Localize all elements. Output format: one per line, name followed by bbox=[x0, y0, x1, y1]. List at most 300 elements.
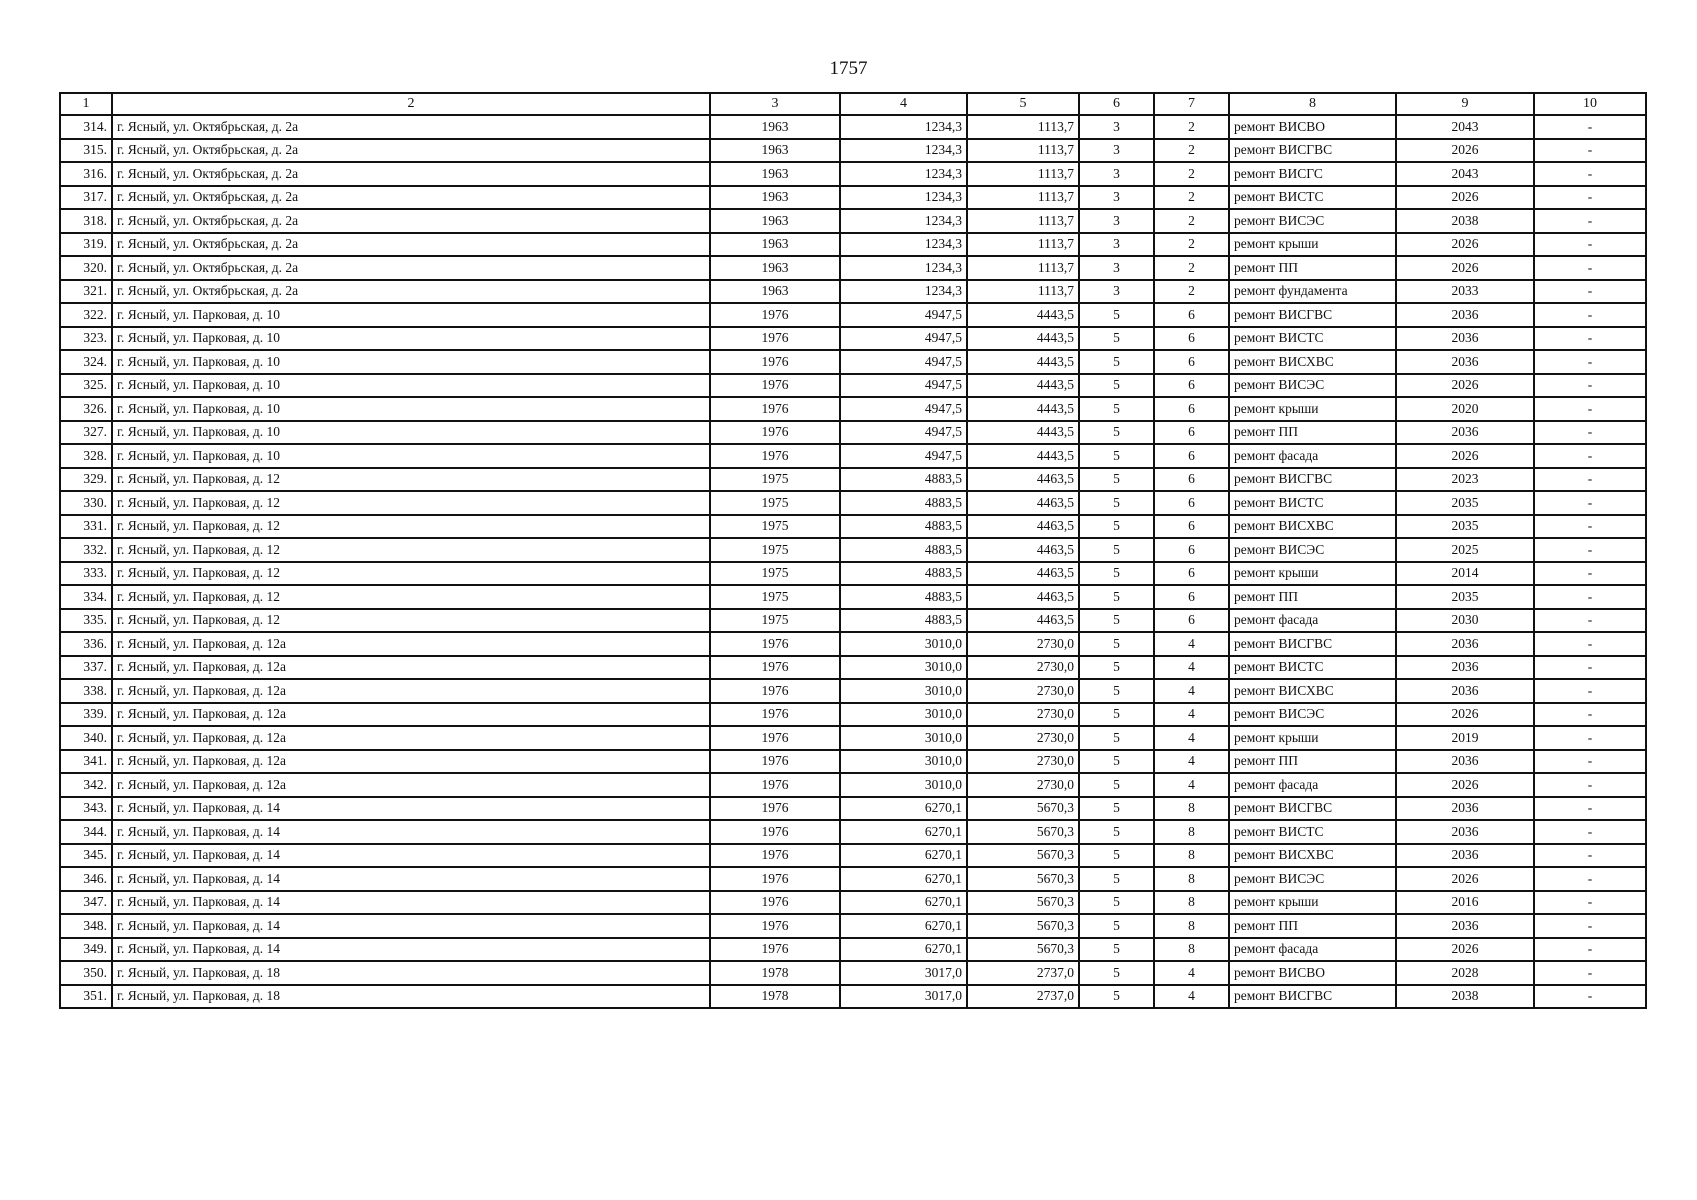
floors-cell: 5 bbox=[1079, 867, 1154, 891]
row-number-cell: 334. bbox=[60, 585, 112, 609]
total-area-cell: 1234,3 bbox=[840, 233, 967, 257]
floors-cell: 5 bbox=[1079, 327, 1154, 351]
header-row bbox=[60, 93, 1646, 115]
row-number-cell: 338. bbox=[60, 679, 112, 703]
planned-year-cell: 2038 bbox=[1396, 209, 1534, 233]
table-row bbox=[60, 374, 1646, 398]
row-number-cell: 339. bbox=[60, 703, 112, 727]
living-area-cell: 2730,0 bbox=[967, 679, 1079, 703]
entrances-cell: 2 bbox=[1154, 115, 1229, 139]
living-area-cell: 4443,5 bbox=[967, 350, 1079, 374]
construction-year-cell: 1976 bbox=[710, 327, 840, 351]
note-cell: - bbox=[1534, 209, 1646, 233]
work-type-cell: ремонт ПП bbox=[1229, 585, 1396, 609]
planned-year-cell: 2026 bbox=[1396, 186, 1534, 210]
entrances-cell: 8 bbox=[1154, 797, 1229, 821]
work-type-cell: ремонт ВИСГВС bbox=[1229, 303, 1396, 327]
note-cell: - bbox=[1534, 186, 1646, 210]
living-area-cell: 4443,5 bbox=[967, 327, 1079, 351]
living-area-cell: 4463,5 bbox=[967, 538, 1079, 562]
table-row bbox=[60, 139, 1646, 163]
work-type-cell: ремонт крыши bbox=[1229, 233, 1396, 257]
row-number-cell: 330. bbox=[60, 491, 112, 515]
total-area-cell: 1234,3 bbox=[840, 115, 967, 139]
row-number-cell: 322. bbox=[60, 303, 112, 327]
construction-year-cell: 1978 bbox=[710, 985, 840, 1009]
note-cell: - bbox=[1534, 726, 1646, 750]
floors-cell: 5 bbox=[1079, 750, 1154, 774]
row-number-cell: 329. bbox=[60, 468, 112, 492]
planned-year-cell: 2036 bbox=[1396, 797, 1534, 821]
total-area-cell: 3010,0 bbox=[840, 656, 967, 680]
work-type-cell: ремонт фасада bbox=[1229, 938, 1396, 962]
address-cell: г. Ясный, ул. Парковая, д. 12а bbox=[112, 703, 710, 727]
row-number-cell: 350. bbox=[60, 961, 112, 985]
construction-year-cell: 1976 bbox=[710, 773, 840, 797]
row-number-cell: 328. bbox=[60, 444, 112, 468]
construction-year-cell: 1963 bbox=[710, 209, 840, 233]
construction-year-cell: 1976 bbox=[710, 820, 840, 844]
construction-year-cell: 1976 bbox=[710, 374, 840, 398]
entrances-cell: 6 bbox=[1154, 421, 1229, 445]
table-row bbox=[60, 209, 1646, 233]
floors-cell: 5 bbox=[1079, 491, 1154, 515]
row-number-cell: 327. bbox=[60, 421, 112, 445]
entrances-cell: 4 bbox=[1154, 679, 1229, 703]
address-cell: г. Ясный, ул. Парковая, д. 12а bbox=[112, 679, 710, 703]
living-area-cell: 1113,7 bbox=[967, 280, 1079, 304]
construction-year-cell: 1975 bbox=[710, 468, 840, 492]
row-number-cell: 351. bbox=[60, 985, 112, 1009]
total-area-cell: 4947,5 bbox=[840, 444, 967, 468]
total-area-cell: 3010,0 bbox=[840, 679, 967, 703]
note-cell: - bbox=[1534, 515, 1646, 539]
note-cell: - bbox=[1534, 397, 1646, 421]
planned-year-cell: 2033 bbox=[1396, 280, 1534, 304]
work-type-cell: ремонт крыши bbox=[1229, 726, 1396, 750]
note-cell: - bbox=[1534, 797, 1646, 821]
work-type-cell: ремонт ВИСХВС bbox=[1229, 515, 1396, 539]
planned-year-cell: 2026 bbox=[1396, 938, 1534, 962]
entrances-cell: 2 bbox=[1154, 139, 1229, 163]
floors-cell: 5 bbox=[1079, 891, 1154, 915]
floors-cell: 3 bbox=[1079, 233, 1154, 257]
entrances-cell: 8 bbox=[1154, 914, 1229, 938]
floors-cell: 5 bbox=[1079, 303, 1154, 327]
floors-cell: 5 bbox=[1079, 679, 1154, 703]
construction-year-cell: 1978 bbox=[710, 961, 840, 985]
floors-cell: 3 bbox=[1079, 280, 1154, 304]
living-area-cell: 1113,7 bbox=[967, 256, 1079, 280]
living-area-cell: 2730,0 bbox=[967, 632, 1079, 656]
total-area-cell: 4947,5 bbox=[840, 421, 967, 445]
floors-cell: 5 bbox=[1079, 538, 1154, 562]
floors-cell: 3 bbox=[1079, 256, 1154, 280]
table-row bbox=[60, 491, 1646, 515]
planned-year-cell: 2026 bbox=[1396, 139, 1534, 163]
construction-year-cell: 1976 bbox=[710, 679, 840, 703]
work-type-cell: ремонт фасада bbox=[1229, 609, 1396, 633]
work-type-cell: ремонт фасада bbox=[1229, 444, 1396, 468]
column-header-2: 2 bbox=[112, 93, 710, 115]
entrances-cell: 4 bbox=[1154, 773, 1229, 797]
planned-year-cell: 2023 bbox=[1396, 468, 1534, 492]
address-cell: г. Ясный, ул. Парковая, д. 10 bbox=[112, 444, 710, 468]
entrances-cell: 4 bbox=[1154, 726, 1229, 750]
floors-cell: 3 bbox=[1079, 162, 1154, 186]
construction-year-cell: 1976 bbox=[710, 656, 840, 680]
construction-year-cell: 1976 bbox=[710, 938, 840, 962]
construction-year-cell: 1976 bbox=[710, 703, 840, 727]
total-area-cell: 1234,3 bbox=[840, 139, 967, 163]
table-row bbox=[60, 468, 1646, 492]
living-area-cell: 2730,0 bbox=[967, 773, 1079, 797]
address-cell: г. Ясный, ул. Парковая, д. 12 bbox=[112, 562, 710, 586]
total-area-cell: 4947,5 bbox=[840, 374, 967, 398]
note-cell: - bbox=[1534, 656, 1646, 680]
total-area-cell: 1234,3 bbox=[840, 256, 967, 280]
living-area-cell: 4463,5 bbox=[967, 609, 1079, 633]
floors-cell: 3 bbox=[1079, 115, 1154, 139]
entrances-cell: 4 bbox=[1154, 961, 1229, 985]
row-number-cell: 340. bbox=[60, 726, 112, 750]
table-row bbox=[60, 233, 1646, 257]
living-area-cell: 4443,5 bbox=[967, 444, 1079, 468]
entrances-cell: 6 bbox=[1154, 562, 1229, 586]
work-type-cell: ремонт фундамента bbox=[1229, 280, 1396, 304]
address-cell: г. Ясный, ул. Парковая, д. 10 bbox=[112, 374, 710, 398]
planned-year-cell: 2043 bbox=[1396, 162, 1534, 186]
note-cell: - bbox=[1534, 327, 1646, 351]
note-cell: - bbox=[1534, 891, 1646, 915]
table-row bbox=[60, 186, 1646, 210]
note-cell: - bbox=[1534, 350, 1646, 374]
construction-year-cell: 1976 bbox=[710, 914, 840, 938]
construction-year-cell: 1963 bbox=[710, 280, 840, 304]
table-row bbox=[60, 820, 1646, 844]
address-cell: г. Ясный, ул. Парковая, д. 12 bbox=[112, 468, 710, 492]
row-number-cell: 331. bbox=[60, 515, 112, 539]
total-area-cell: 3010,0 bbox=[840, 632, 967, 656]
living-area-cell: 4463,5 bbox=[967, 585, 1079, 609]
planned-year-cell: 2028 bbox=[1396, 961, 1534, 985]
total-area-cell: 6270,1 bbox=[840, 820, 967, 844]
address-cell: г. Ясный, ул. Парковая, д. 14 bbox=[112, 820, 710, 844]
work-type-cell: ремонт ВИСТС bbox=[1229, 656, 1396, 680]
column-header-7: 7 bbox=[1154, 93, 1229, 115]
address-cell: г. Ясный, ул. Октябрьская, д. 2а bbox=[112, 162, 710, 186]
row-number-cell: 347. bbox=[60, 891, 112, 915]
floors-cell: 5 bbox=[1079, 421, 1154, 445]
address-cell: г. Ясный, ул. Октябрьская, д. 2а bbox=[112, 209, 710, 233]
table-row bbox=[60, 280, 1646, 304]
entrances-cell: 6 bbox=[1154, 327, 1229, 351]
row-number-cell: 346. bbox=[60, 867, 112, 891]
note-cell: - bbox=[1534, 115, 1646, 139]
work-type-cell: ремонт ВИСГВС bbox=[1229, 139, 1396, 163]
planned-year-cell: 2026 bbox=[1396, 233, 1534, 257]
planned-year-cell: 2019 bbox=[1396, 726, 1534, 750]
address-cell: г. Ясный, ул. Парковая, д. 10 bbox=[112, 303, 710, 327]
floors-cell: 5 bbox=[1079, 585, 1154, 609]
table-row bbox=[60, 538, 1646, 562]
entrances-cell: 2 bbox=[1154, 162, 1229, 186]
address-cell: г. Ясный, ул. Парковая, д. 12 bbox=[112, 609, 710, 633]
note-cell: - bbox=[1534, 609, 1646, 633]
construction-year-cell: 1963 bbox=[710, 162, 840, 186]
planned-year-cell: 2036 bbox=[1396, 421, 1534, 445]
address-cell: г. Ясный, ул. Парковая, д. 14 bbox=[112, 844, 710, 868]
planned-year-cell: 2035 bbox=[1396, 515, 1534, 539]
total-area-cell: 3010,0 bbox=[840, 750, 967, 774]
table-body bbox=[60, 115, 1646, 1008]
row-number-cell: 332. bbox=[60, 538, 112, 562]
table-row bbox=[60, 867, 1646, 891]
total-area-cell: 1234,3 bbox=[840, 280, 967, 304]
planned-year-cell: 2014 bbox=[1396, 562, 1534, 586]
planned-year-cell: 2036 bbox=[1396, 914, 1534, 938]
row-number-cell: 345. bbox=[60, 844, 112, 868]
row-number-cell: 315. bbox=[60, 139, 112, 163]
construction-year-cell: 1963 bbox=[710, 115, 840, 139]
table-row bbox=[60, 350, 1646, 374]
work-type-cell: ремонт ВИСХВС bbox=[1229, 844, 1396, 868]
entrances-cell: 2 bbox=[1154, 186, 1229, 210]
living-area-cell: 4443,5 bbox=[967, 374, 1079, 398]
entrances-cell: 4 bbox=[1154, 750, 1229, 774]
row-number-cell: 335. bbox=[60, 609, 112, 633]
row-number-cell: 349. bbox=[60, 938, 112, 962]
planned-year-cell: 2036 bbox=[1396, 632, 1534, 656]
living-area-cell: 4443,5 bbox=[967, 303, 1079, 327]
row-number-cell: 326. bbox=[60, 397, 112, 421]
total-area-cell: 4947,5 bbox=[840, 303, 967, 327]
table-row bbox=[60, 115, 1646, 139]
planned-year-cell: 2036 bbox=[1396, 820, 1534, 844]
floors-cell: 5 bbox=[1079, 374, 1154, 398]
address-cell: г. Ясный, ул. Октябрьская, д. 2а bbox=[112, 256, 710, 280]
floors-cell: 5 bbox=[1079, 938, 1154, 962]
work-type-cell: ремонт ВИСЭС bbox=[1229, 374, 1396, 398]
table-row bbox=[60, 914, 1646, 938]
address-cell: г. Ясный, ул. Парковая, д. 12 bbox=[112, 515, 710, 539]
row-number-cell: 317. bbox=[60, 186, 112, 210]
column-header-3: 3 bbox=[710, 93, 840, 115]
construction-year-cell: 1963 bbox=[710, 139, 840, 163]
construction-year-cell: 1963 bbox=[710, 186, 840, 210]
construction-year-cell: 1976 bbox=[710, 350, 840, 374]
entrances-cell: 2 bbox=[1154, 209, 1229, 233]
note-cell: - bbox=[1534, 491, 1646, 515]
total-area-cell: 3010,0 bbox=[840, 773, 967, 797]
floors-cell: 3 bbox=[1079, 209, 1154, 233]
entrances-cell: 6 bbox=[1154, 397, 1229, 421]
construction-year-cell: 1976 bbox=[710, 632, 840, 656]
note-cell: - bbox=[1534, 867, 1646, 891]
living-area-cell: 5670,3 bbox=[967, 938, 1079, 962]
row-number-cell: 314. bbox=[60, 115, 112, 139]
table-row bbox=[60, 703, 1646, 727]
row-number-cell: 320. bbox=[60, 256, 112, 280]
planned-year-cell: 2026 bbox=[1396, 374, 1534, 398]
address-cell: г. Ясный, ул. Октябрьская, д. 2а bbox=[112, 280, 710, 304]
work-type-cell: ремонт фасада bbox=[1229, 773, 1396, 797]
address-cell: г. Ясный, ул. Парковая, д. 12а bbox=[112, 656, 710, 680]
floors-cell: 5 bbox=[1079, 914, 1154, 938]
planned-year-cell: 2036 bbox=[1396, 303, 1534, 327]
row-number-cell: 324. bbox=[60, 350, 112, 374]
note-cell: - bbox=[1534, 374, 1646, 398]
work-type-cell: ремонт ВИСГС bbox=[1229, 162, 1396, 186]
address-cell: г. Ясный, ул. Парковая, д. 14 bbox=[112, 938, 710, 962]
row-number-cell: 321. bbox=[60, 280, 112, 304]
note-cell: - bbox=[1534, 444, 1646, 468]
total-area-cell: 4883,5 bbox=[840, 468, 967, 492]
entrances-cell: 6 bbox=[1154, 468, 1229, 492]
entrances-cell: 4 bbox=[1154, 632, 1229, 656]
living-area-cell: 2737,0 bbox=[967, 985, 1079, 1009]
work-type-cell: ремонт крыши bbox=[1229, 891, 1396, 915]
note-cell: - bbox=[1534, 914, 1646, 938]
work-type-cell: ремонт ВИСТС bbox=[1229, 491, 1396, 515]
planned-year-cell: 2036 bbox=[1396, 656, 1534, 680]
planned-year-cell: 2036 bbox=[1396, 750, 1534, 774]
work-type-cell: ремонт ПП bbox=[1229, 256, 1396, 280]
note-cell: - bbox=[1534, 538, 1646, 562]
living-area-cell: 1113,7 bbox=[967, 115, 1079, 139]
floors-cell: 5 bbox=[1079, 350, 1154, 374]
table-row bbox=[60, 562, 1646, 586]
address-cell: г. Ясный, ул. Парковая, д. 12 bbox=[112, 585, 710, 609]
work-type-cell: ремонт ВИСТС bbox=[1229, 186, 1396, 210]
table-row bbox=[60, 891, 1646, 915]
floors-cell: 5 bbox=[1079, 609, 1154, 633]
planned-year-cell: 2036 bbox=[1396, 350, 1534, 374]
entrances-cell: 2 bbox=[1154, 256, 1229, 280]
address-cell: г. Ясный, ул. Парковая, д. 10 bbox=[112, 397, 710, 421]
entrances-cell: 4 bbox=[1154, 656, 1229, 680]
total-area-cell: 4947,5 bbox=[840, 397, 967, 421]
table-row bbox=[60, 515, 1646, 539]
construction-year-cell: 1963 bbox=[710, 233, 840, 257]
table-row bbox=[60, 444, 1646, 468]
total-area-cell: 4883,5 bbox=[840, 609, 967, 633]
floors-cell: 5 bbox=[1079, 797, 1154, 821]
floors-cell: 3 bbox=[1079, 186, 1154, 210]
total-area-cell: 6270,1 bbox=[840, 938, 967, 962]
address-cell: г. Ясный, ул. Парковая, д. 10 bbox=[112, 327, 710, 351]
address-cell: г. Ясный, ул. Парковая, д. 12а bbox=[112, 750, 710, 774]
work-type-cell: ремонт ПП bbox=[1229, 421, 1396, 445]
floors-cell: 5 bbox=[1079, 703, 1154, 727]
living-area-cell: 2730,0 bbox=[967, 726, 1079, 750]
floors-cell: 5 bbox=[1079, 397, 1154, 421]
column-header-8: 8 bbox=[1229, 93, 1396, 115]
note-cell: - bbox=[1534, 303, 1646, 327]
address-cell: г. Ясный, ул. Парковая, д. 18 bbox=[112, 961, 710, 985]
address-cell: г. Ясный, ул. Октябрьская, д. 2а bbox=[112, 115, 710, 139]
total-area-cell: 4883,5 bbox=[840, 538, 967, 562]
construction-year-cell: 1976 bbox=[710, 726, 840, 750]
row-number-cell: 318. bbox=[60, 209, 112, 233]
note-cell: - bbox=[1534, 844, 1646, 868]
planned-year-cell: 2036 bbox=[1396, 844, 1534, 868]
note-cell: - bbox=[1534, 421, 1646, 445]
column-header-4: 4 bbox=[840, 93, 967, 115]
living-area-cell: 5670,3 bbox=[967, 867, 1079, 891]
construction-year-cell: 1963 bbox=[710, 256, 840, 280]
total-area-cell: 3017,0 bbox=[840, 961, 967, 985]
construction-year-cell: 1975 bbox=[710, 585, 840, 609]
table-row bbox=[60, 303, 1646, 327]
living-area-cell: 2730,0 bbox=[967, 656, 1079, 680]
work-type-cell: ремонт ВИСХВС bbox=[1229, 350, 1396, 374]
construction-year-cell: 1976 bbox=[710, 797, 840, 821]
table-row bbox=[60, 256, 1646, 280]
floors-cell: 5 bbox=[1079, 656, 1154, 680]
work-type-cell: ремонт ПП bbox=[1229, 750, 1396, 774]
table-row bbox=[60, 656, 1646, 680]
row-number-cell: 343. bbox=[60, 797, 112, 821]
work-type-cell: ремонт ВИСГВС bbox=[1229, 797, 1396, 821]
living-area-cell: 1113,7 bbox=[967, 139, 1079, 163]
living-area-cell: 5670,3 bbox=[967, 891, 1079, 915]
row-number-cell: 319. bbox=[60, 233, 112, 257]
row-number-cell: 333. bbox=[60, 562, 112, 586]
work-type-cell: ремонт ВИСГВС bbox=[1229, 632, 1396, 656]
table-row bbox=[60, 844, 1646, 868]
floors-cell: 3 bbox=[1079, 139, 1154, 163]
construction-year-cell: 1976 bbox=[710, 421, 840, 445]
table-row bbox=[60, 679, 1646, 703]
planned-year-cell: 2026 bbox=[1396, 256, 1534, 280]
address-cell: г. Ясный, ул. Парковая, д. 14 bbox=[112, 891, 710, 915]
floors-cell: 5 bbox=[1079, 985, 1154, 1009]
planned-year-cell: 2026 bbox=[1396, 773, 1534, 797]
note-cell: - bbox=[1534, 961, 1646, 985]
note-cell: - bbox=[1534, 585, 1646, 609]
total-area-cell: 4947,5 bbox=[840, 327, 967, 351]
table-header bbox=[60, 93, 1646, 115]
column-header-5: 5 bbox=[967, 93, 1079, 115]
table-row bbox=[60, 421, 1646, 445]
construction-year-cell: 1976 bbox=[710, 844, 840, 868]
total-area-cell: 4883,5 bbox=[840, 515, 967, 539]
planned-year-cell: 2026 bbox=[1396, 703, 1534, 727]
column-header-9: 9 bbox=[1396, 93, 1534, 115]
note-cell: - bbox=[1534, 162, 1646, 186]
table-row bbox=[60, 773, 1646, 797]
total-area-cell: 1234,3 bbox=[840, 162, 967, 186]
address-cell: г. Ясный, ул. Парковая, д. 14 bbox=[112, 914, 710, 938]
construction-year-cell: 1975 bbox=[710, 562, 840, 586]
note-cell: - bbox=[1534, 468, 1646, 492]
total-area-cell: 6270,1 bbox=[840, 844, 967, 868]
work-type-cell: ремонт ВИСТС bbox=[1229, 820, 1396, 844]
work-type-cell: ремонт ВИСЭС bbox=[1229, 703, 1396, 727]
construction-year-cell: 1976 bbox=[710, 444, 840, 468]
construction-year-cell: 1976 bbox=[710, 303, 840, 327]
table-row bbox=[60, 961, 1646, 985]
planned-year-cell: 2038 bbox=[1396, 985, 1534, 1009]
table-row bbox=[60, 750, 1646, 774]
floors-cell: 5 bbox=[1079, 562, 1154, 586]
living-area-cell: 4463,5 bbox=[967, 515, 1079, 539]
note-cell: - bbox=[1534, 233, 1646, 257]
living-area-cell: 5670,3 bbox=[967, 820, 1079, 844]
row-number-cell: 341. bbox=[60, 750, 112, 774]
table-row bbox=[60, 397, 1646, 421]
